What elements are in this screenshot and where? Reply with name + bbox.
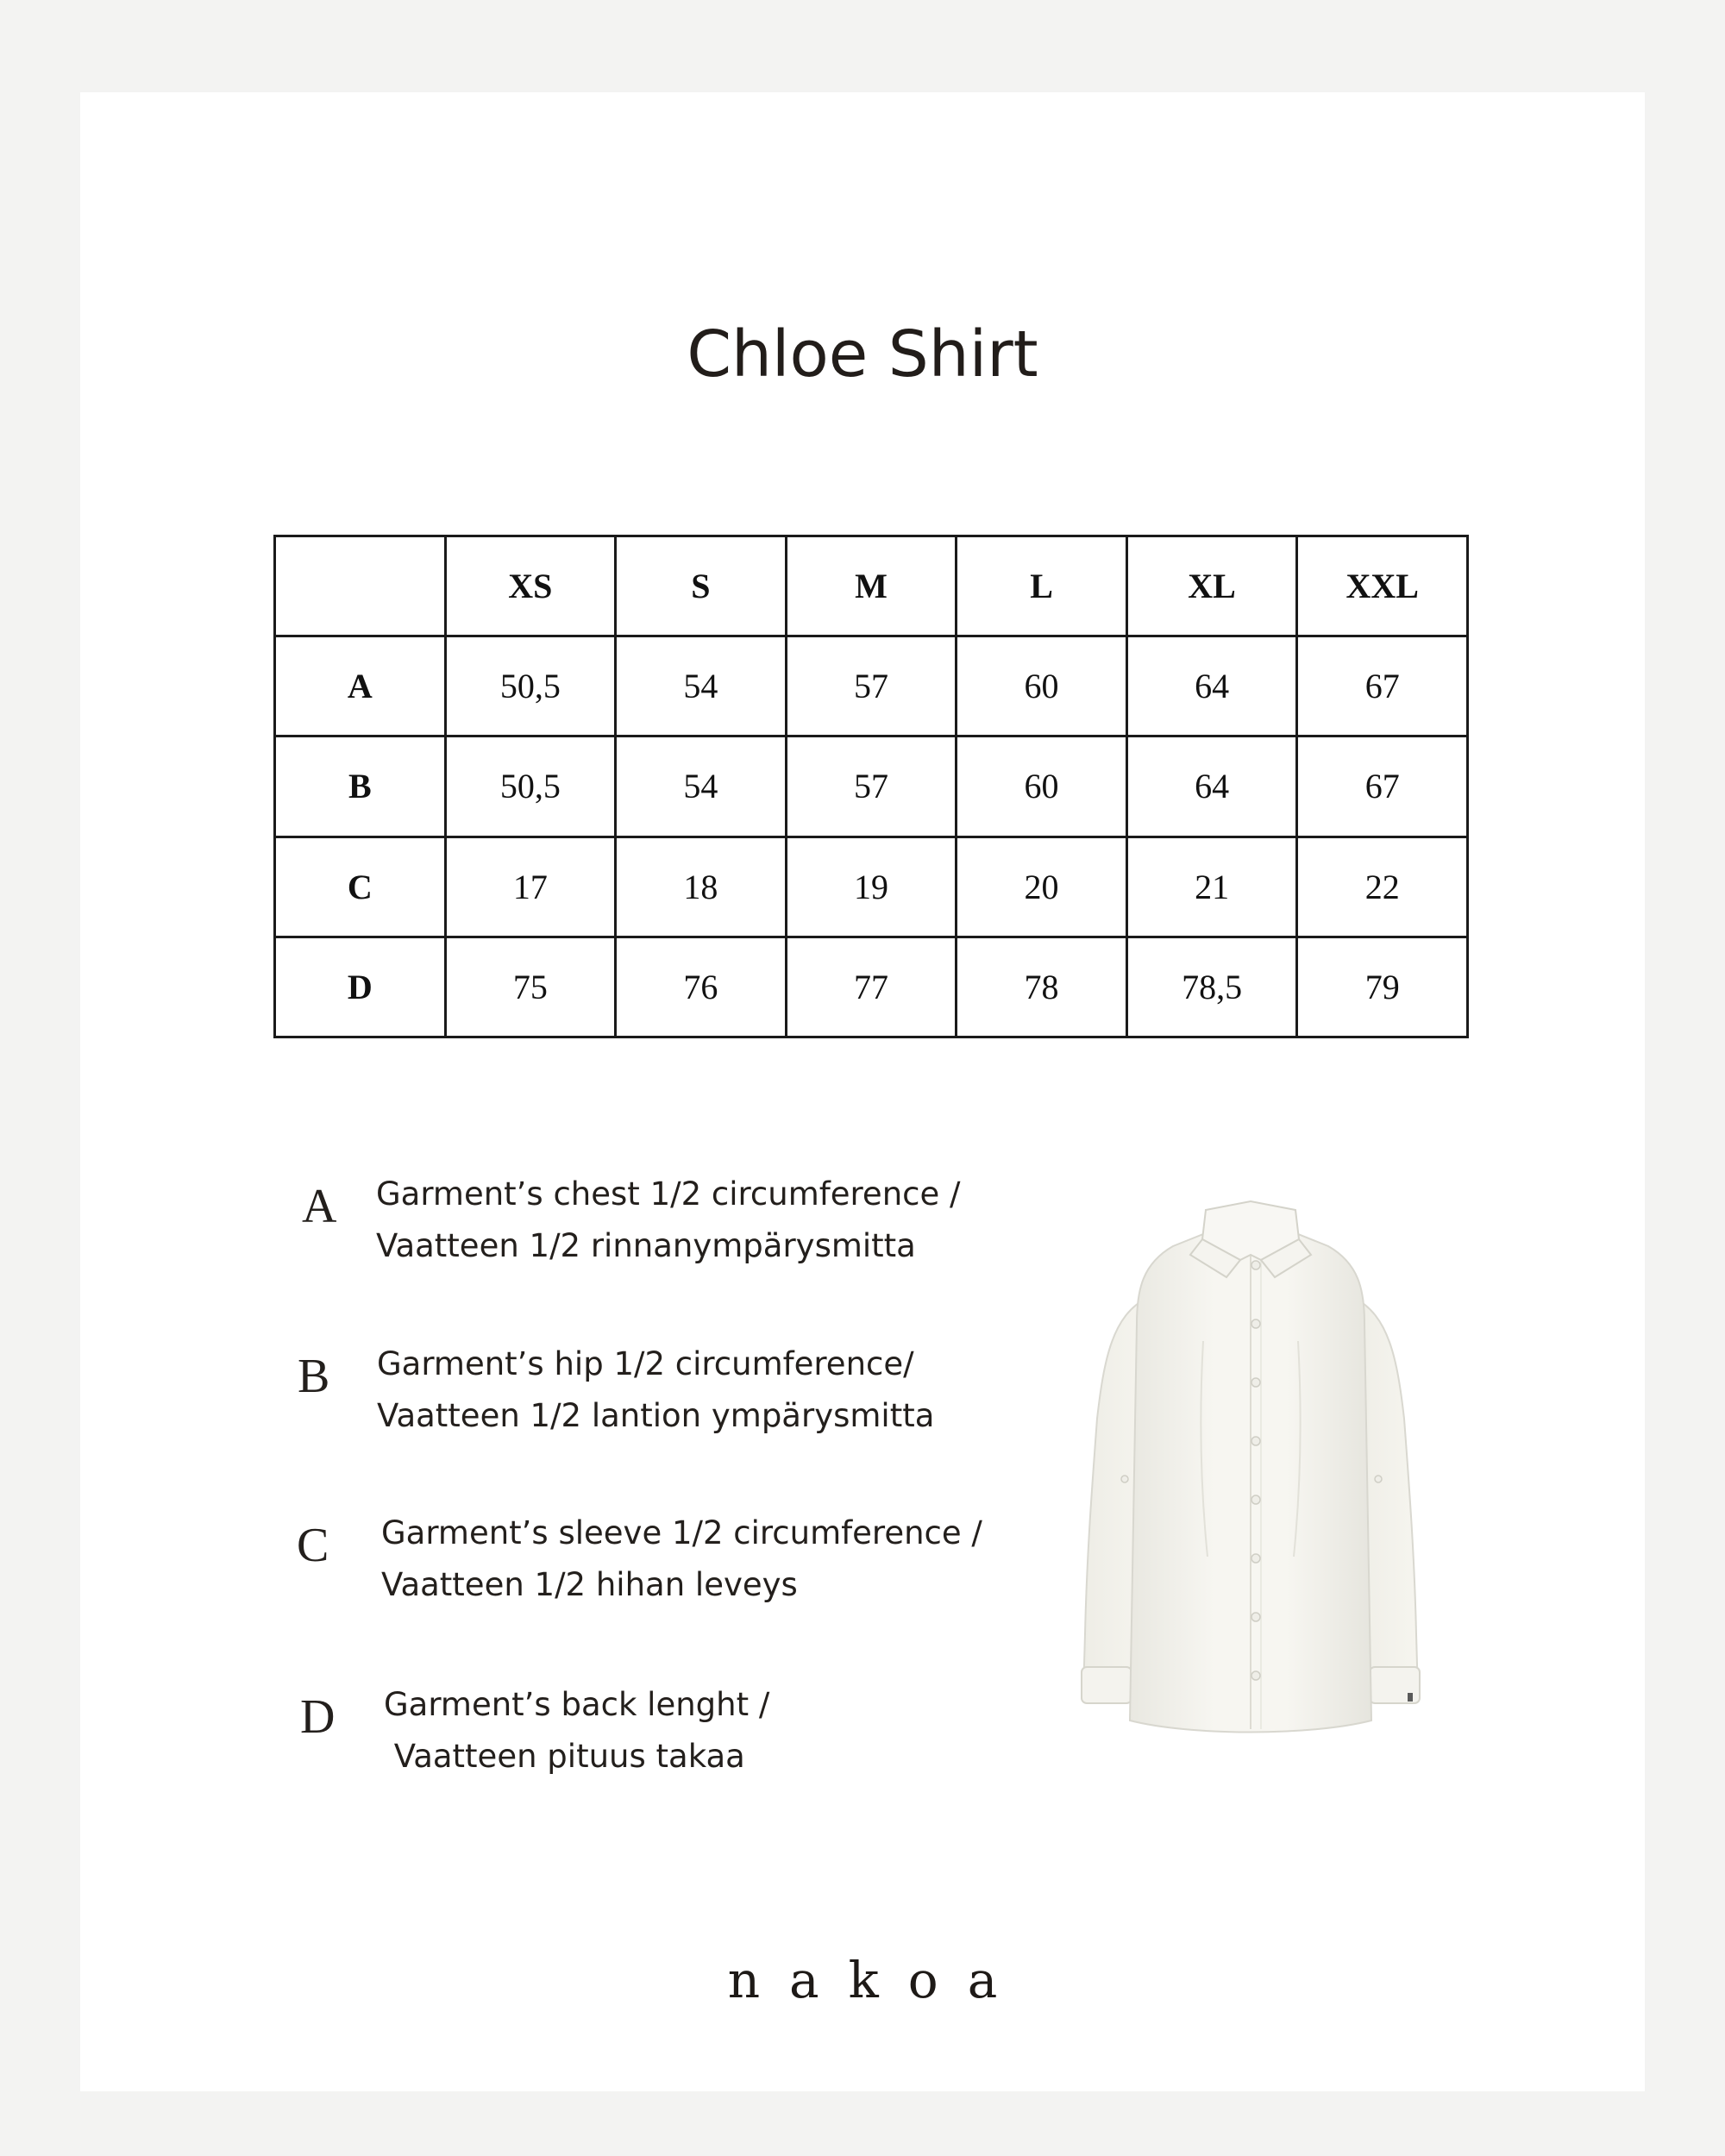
legend-line-en: Garment’s hip 1/2 circumference/ (377, 1345, 914, 1382)
table-cell: 64 (1126, 636, 1297, 736)
legend-item-c (293, 1507, 1000, 1620)
table-row-d (275, 937, 1468, 1037)
table-row-b (275, 736, 1468, 837)
table-cell: 67 (1297, 736, 1468, 837)
legend-line-fi: Vaatteen 1/2 hihan leveys (381, 1566, 798, 1603)
table-cell: 78 (957, 937, 1127, 1037)
table-cell: 60 (957, 636, 1127, 736)
legend-letter-b: B (298, 1350, 330, 1403)
table-cell: 22 (1297, 837, 1468, 937)
legend-description-b (377, 1338, 934, 1442)
size-header-xxl: XXL (1297, 536, 1468, 636)
table-cell: 54 (616, 636, 787, 736)
table-cell: 77 (786, 937, 957, 1037)
table-cell: 78,5 (1126, 937, 1297, 1037)
shirt-image (1044, 1194, 1458, 1755)
table-cell: 18 (616, 837, 787, 937)
size-header-l: L (957, 536, 1127, 636)
legend-description-c (381, 1507, 982, 1611)
size-guide-card (80, 92, 1645, 2091)
table-cell: 20 (957, 837, 1127, 937)
legend-line-fi: Vaatteen 1/2 rinnanympärysmitta (376, 1227, 916, 1264)
size-header-row (275, 536, 1468, 636)
table-cell: 54 (616, 736, 787, 837)
legend-item-d (293, 1679, 1000, 1791)
table-cell: 17 (445, 837, 616, 937)
table-cell: 21 (1126, 837, 1297, 937)
page-title: Chloe Shirt (687, 317, 1038, 392)
legend-line-en: Garment’s back lenght / (384, 1686, 770, 1723)
row-label-c: C (275, 837, 446, 937)
table-cell: 76 (616, 937, 787, 1037)
legend-description-d (384, 1679, 769, 1783)
legend-line-fi: Vaatteen 1/2 lantion ympärysmitta (377, 1397, 935, 1434)
legend-letter-c: C (297, 1519, 329, 1572)
table-row-a (275, 636, 1468, 736)
table-cell: 57 (786, 636, 957, 736)
brand-logo: nakoa (727, 1951, 1027, 2009)
table-cell: 64 (1126, 736, 1297, 837)
legend-line-en: Garment’s chest 1/2 circumference / (376, 1175, 961, 1213)
table-cell: 60 (957, 736, 1127, 837)
legend-description-a (376, 1169, 960, 1272)
legend-line-fi: Vaatteen pituus takaa (384, 1738, 745, 1775)
table-cell: 79 (1297, 937, 1468, 1037)
table-cell: 75 (445, 937, 616, 1037)
table-cell: 50,5 (445, 636, 616, 736)
size-header-xl: XL (1126, 536, 1297, 636)
size-header-s: S (616, 536, 787, 636)
row-label-d: D (275, 937, 446, 1037)
legend-letter-d: D (300, 1690, 336, 1744)
legend-item-b (293, 1338, 1000, 1451)
table-row-c (275, 837, 1468, 937)
table-cell: 67 (1297, 636, 1468, 736)
size-table (273, 535, 1469, 1038)
legend-item-a (293, 1169, 1000, 1281)
legend-letter-a: A (302, 1180, 337, 1233)
size-header-xs: XS (445, 536, 616, 636)
table-cell: 19 (786, 837, 957, 937)
legend-line-en: Garment’s sleeve 1/2 circumference / (381, 1514, 982, 1551)
row-label-a: A (275, 636, 446, 736)
corner-cell (275, 536, 446, 636)
size-header-m: M (786, 536, 957, 636)
table-cell: 57 (786, 736, 957, 837)
table-cell: 50,5 (445, 736, 616, 837)
row-label-b: B (275, 736, 446, 837)
